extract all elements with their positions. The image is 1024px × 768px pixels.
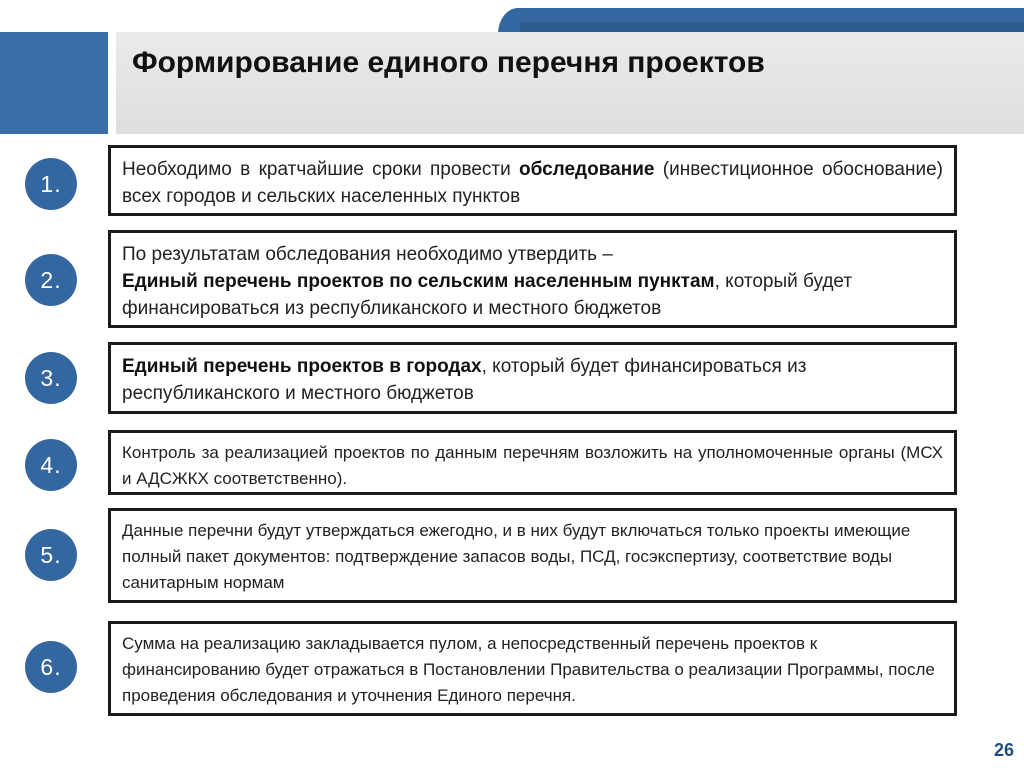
step-box-6	[108, 621, 957, 716]
step-number-2: 2.	[25, 254, 77, 306]
step-3-bold: Единый перечень проектов в городах	[122, 356, 482, 377]
step-box-5	[108, 508, 957, 603]
step-number-3: 3.	[25, 352, 77, 404]
step-4-text: Контроль за реализацией проектов по данным перечням возложить на уполномоченные органы (МСХ и АДСЖКХ соответственно).	[122, 443, 943, 488]
step-2-text-before: По результатам обследования необходимо утвердить –	[122, 244, 613, 265]
step-5-text: Данные перечни будут утверждаться ежегодно, и в них будут включаться только проекты имеющие полный пакет документов: подтверждение запасов воды, ПСД, госэкспертизу, соответствие воды санитарным нормам	[122, 521, 911, 592]
step-2-text-after: , который будет финансироваться из республиканского и местного бюджетов	[122, 271, 853, 319]
step-box-4	[108, 430, 957, 495]
page-number: 26	[993, 740, 1014, 760]
step-number-6: 6.	[25, 641, 77, 693]
step-2-bold: Единый перечень проектов по сельским населенным пунктам	[122, 271, 715, 292]
step-number-1: 1.	[25, 158, 77, 210]
step-1-text-before: Необходимо в кратчайшие сроки провести	[122, 159, 520, 180]
step-box-1	[108, 145, 957, 216]
step-1-text-after: (инвестиционное обоснование) всех городов и сельских населенных пунктов	[122, 159, 943, 207]
slide-title: Формирование единого перечня проектов	[132, 46, 765, 79]
step-6-text: Сумма на реализацию закладывается пулом, а непосредственный перечень проектов к финансированию будет отражаться в Постановлении Правительства о реализации Программы, после проведения обследования и уточнения Единого перечня.	[122, 634, 935, 705]
step-number-4: 4.	[25, 439, 77, 491]
step-number-5: 5.	[25, 529, 77, 581]
step-3-text-after: , который будет финансироваться из республиканского и местного бюджетов	[122, 356, 807, 404]
step-box-2	[108, 230, 957, 328]
header-left-block	[0, 32, 108, 134]
step-1-bold: обследование	[519, 159, 655, 180]
step-box-3	[108, 342, 957, 414]
